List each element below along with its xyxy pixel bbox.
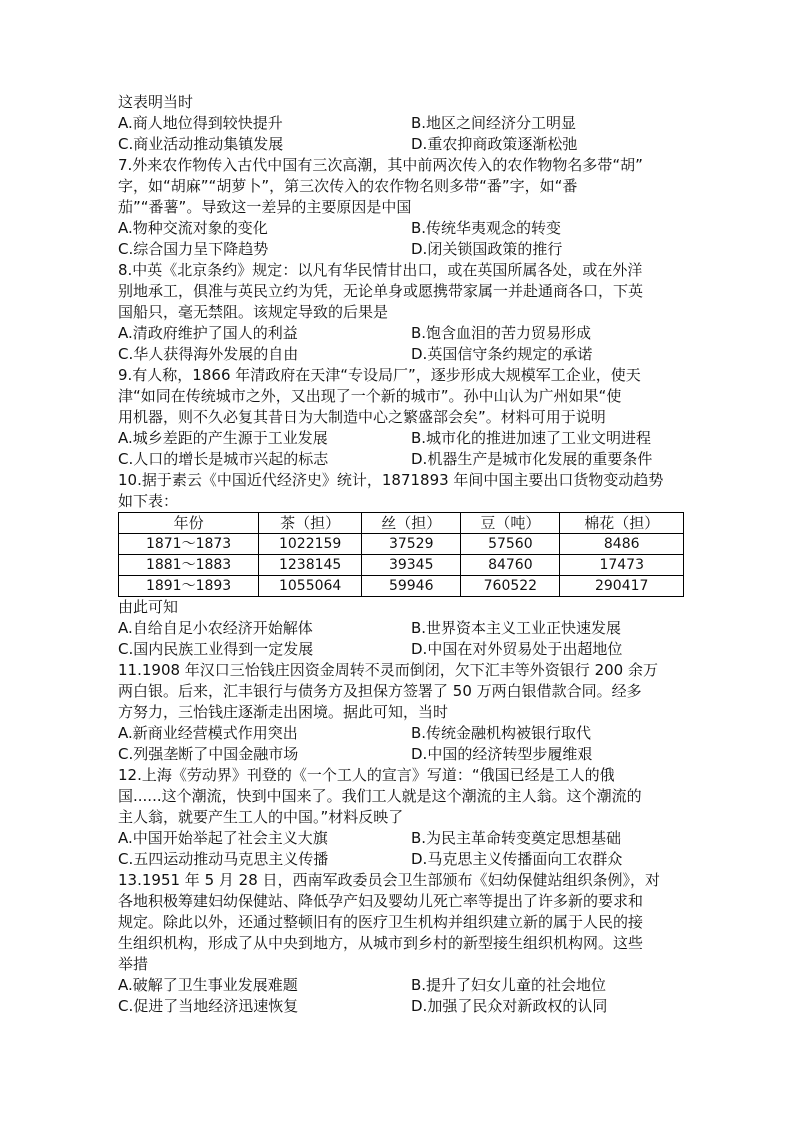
q11-stem-line: 两白银。后来，汇丰银行与债务方及担保方签署了 50 万两白银借款合同。经多 [118,682,642,700]
table-header-cell: 豆（吨） [461,513,560,534]
q8-option-a: A.清政府维护了国人的利益 [118,324,298,342]
table-header-cell: 茶（担） [259,513,362,534]
q11-option-d: D.中国的经济转型步履维艰 [411,745,593,763]
q12-option-d: D.马克思主义传播面向工农群众 [411,850,623,868]
table-cell: 17473 [560,555,684,576]
q13-stem-line: 生组织机构，形成了从中央到地方，从城市到乡村的新型接生组织机构网。这些 [118,934,644,952]
table-cell: 1891～1893 [119,576,259,597]
q10-option-b: B.世界资本主义工业正快速发展 [411,619,622,637]
q6-option-b: B.地区之间经济分工明显 [411,114,577,132]
table-cell: 8486 [560,534,684,555]
q11-options-ab [118,723,684,744]
q7-option-a: A.物种交流对象的变化 [118,219,268,237]
q8-options-ab [118,323,684,344]
q13-option-c: C.促进了当地经济迅速恢复 [118,997,299,1015]
q13-options-ab [118,975,684,996]
q12-option-c: C.五四运动推动马克思主义传播 [118,850,329,868]
q10-option-a: A.自给自足小农经济开始解体 [118,619,313,637]
export-table [118,512,684,597]
q8-option-c: C.华人获得海外发展的自由 [118,345,299,363]
table-cell: 84760 [461,555,560,576]
q12-option-a: A.中国开始举起了社会主义大旗 [118,829,328,847]
q10-options-cd [118,639,684,660]
q6-option-c: C.商业活动推动集镇发展 [118,135,284,153]
table-cell: 1238145 [259,555,362,576]
q9-options-cd [118,449,684,470]
q6-option-a: A.商人地位得到较快提升 [118,114,283,132]
q7-stem-line: 7.外来农作物传入古代中国有三次高潮，其中前两次传入的农作物物名多带“胡” [118,156,643,174]
q11-option-c: C.列强垄断了中国金融市场 [118,745,299,763]
q7-options-cd [118,239,684,260]
q7-option-c: C.综合国力呈下降趋势 [118,240,269,258]
table-cell: 57560 [461,534,560,555]
q8-option-b: B.饱含血泪的苦力贸易形成 [411,324,592,342]
q13-stem-line: 13.1951 年 5 月 28 日，西南军政委员会卫生部颁布《妇幼保健站组织条例》，对 [118,871,661,889]
q8-stem-line: 8.中英《北京条约》规定：以凡有华民情甘出口，或在英国所属各处，或在外洋 [118,261,643,279]
q10-stem-line: 如下表： [118,492,179,510]
table-cell: 1881～1883 [119,555,259,576]
table-cell: 1022159 [259,534,362,555]
q7-option-b: B.传统华夷观念的转变 [411,219,562,237]
table-row [119,555,684,576]
q10-stem-after: 由此可知 [118,598,179,616]
q10-stem-line: 10.据于素云《中国近代经济史》统计，1871893 年间中国主要出口货物变动趋势 [118,471,664,489]
q9-stem-line: 津“如同在传统城市之外，又出现了一个新的城市”。孙中山认为广州如果“使 [118,387,622,405]
q13-option-b: B.提升了妇女儿童的社会地位 [411,976,607,994]
q10-options-ab [118,618,684,639]
q13-stem-line: 各地积极筹建妇幼保健站、降低孕产妇及婴幼儿死亡率等提出了许多新的要求和 [118,892,644,910]
q9-option-c: C.人口的增长是城市兴起的标志 [118,450,329,468]
table-cell: 59946 [362,576,461,597]
q7-stem-line: 茄”“番薯”。导致这一差异的主要原因是中国 [118,198,412,216]
q11-stem-line: 11.1908 年汉口三怡钱庄因资金周转不灵而倒闭，欠下汇丰等外资银行 200 余万 [118,661,658,679]
q12-stem-line: 主人翁，就要产生工人的中国。”材料反映了 [118,808,404,826]
q13-option-a: A.破解了卫生事业发展难题 [118,976,298,994]
q6-options-ab [118,113,684,134]
q11-option-a: A.新商业经营模式作用突出 [118,724,298,742]
q12-options-cd [118,849,684,870]
table-header-cell: 棉花（担） [560,513,684,534]
q13-stem-line: 举措 [118,955,149,973]
q12-options-ab [118,828,684,849]
q8-options-cd [118,344,684,365]
table-header-cell: 丝（担） [362,513,461,534]
table-row [119,534,684,555]
q6-option-d: D.重农抑商政策逐渐松弛 [411,135,578,153]
q6-stem-tail: 这表明当时 [118,93,194,111]
table-header-cell: 年份 [119,513,259,534]
q9-option-d: D.机器生产是城市化发展的重要条件 [411,450,653,468]
table-cell: 1871～1873 [119,534,259,555]
table-header-row [119,513,684,534]
table-row [119,576,684,597]
table-cell: 39345 [362,555,461,576]
q12-stem-line: 12.上海《劳动界》刊登的《一个工人的宣言》写道：“俄国已经是工人的俄 [118,766,615,784]
table-cell: 760522 [461,576,560,597]
q13-stem-line: 规定。除此以外，还通过整顿旧有的医疗卫生机构并组织建立新的属于人民的接 [118,913,644,931]
q8-stem-line: 别地承工，俱准与英民立约为凭，无论单身或愿携带家属一并赴通商各口，下英 [118,282,644,300]
q11-stem-line: 方努力，三怡钱庄逐渐走出困境。据此可知，当时 [118,703,449,721]
q8-stem-line: 国船只，毫无禁阻。该规定导致的后果是 [118,303,389,321]
q11-option-b: B.传统金融机构被银行取代 [411,724,592,742]
q13-options-cd [118,996,684,1017]
q8-option-d: D.英国信守条约规定的承诺 [411,345,593,363]
q7-options-ab [118,218,684,239]
exam-page [118,92,684,1017]
q10-option-d: D.中国在对外贸易处于出超地位 [411,640,623,658]
table-cell: 37529 [362,534,461,555]
q6-options-cd [118,134,684,155]
q7-option-d: D.闭关锁国政策的推行 [411,240,563,258]
q7-stem-line: 字，如“胡麻”“胡萝卜”，第三次传入的农作物名则多带“番”字，如“番 [118,177,578,195]
table-cell: 290417 [560,576,684,597]
q9-option-b: B.城市化的推进加速了工业文明进程 [411,429,652,447]
q12-stem-line: 国......这个潮流，快到中国来了。我们工人就是这个潮流的主人翁。这个潮流的 [118,787,642,805]
q12-option-b: B.为民主革命转变奠定思想基础 [411,829,622,847]
q13-option-d: D.加强了民众对新政权的认同 [411,997,608,1015]
q9-stem-line: 9.有人称，1866 年清政府在天津“专设局厂”，逐步形成大规模军工企业，使天 [118,366,641,384]
q11-options-cd [118,744,684,765]
q9-stem-line: 用机器，则不久必复其昔日为大制造中心之繁盛部会矣”。材料可用于说明 [118,408,606,426]
q10-option-c: C.国内民族工业得到一定发展 [118,640,314,658]
table-cell: 1055064 [259,576,362,597]
q9-options-ab [118,428,684,449]
q9-option-a: A.城乡差距的产生源于工业发展 [118,429,328,447]
